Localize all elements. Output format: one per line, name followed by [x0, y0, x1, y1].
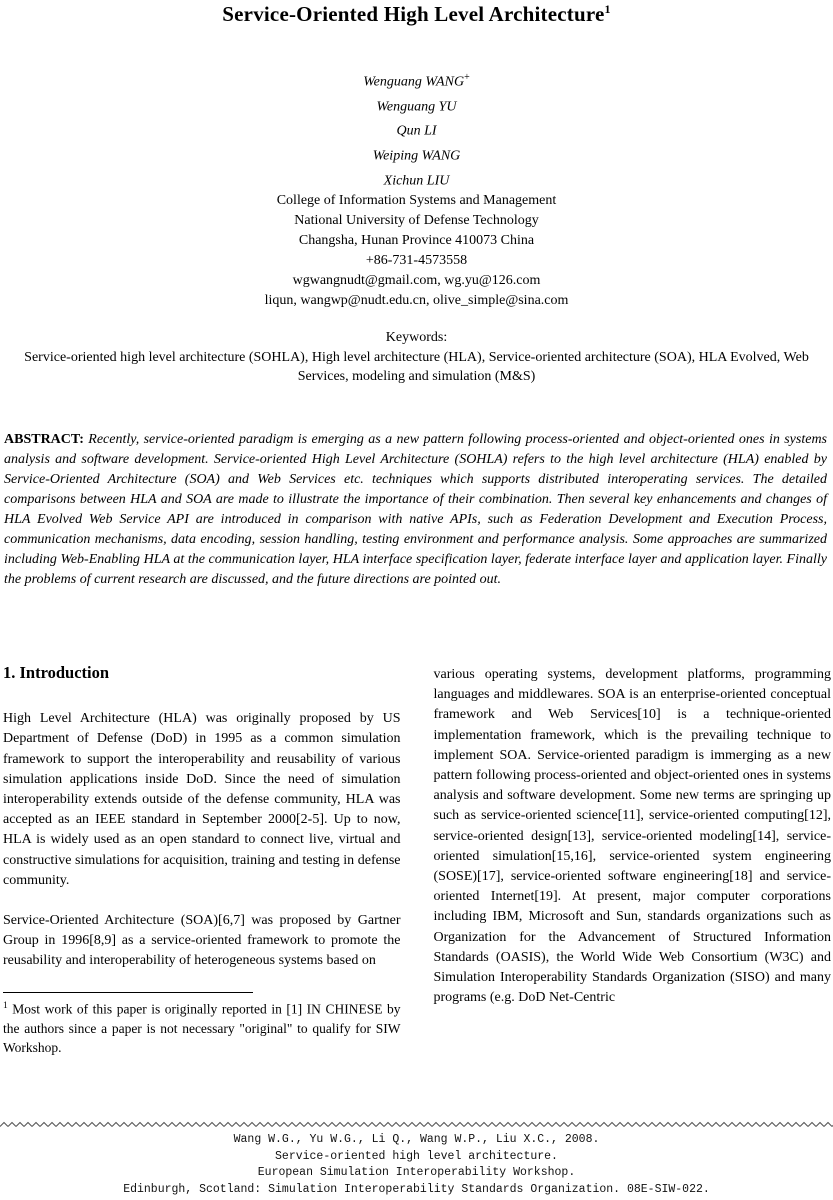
title-footnote-marker: 1	[604, 2, 611, 16]
author-line	[0, 167, 833, 192]
author-block	[0, 68, 833, 311]
abstract-text: Recently, service-oriented paradigm is emerging as a new pattern following process-oriented and object-oriented ones in systems analysis and software development. Service-oriented High Level Architecture (SOHLA) refers to the high level architecture (HLA) enabled by Service-Oriented Architecture (SOA) and Web Services etc. techniques which supports distributed interoperating services. The detailed comparisons between HLA and SOA are made to illustrate the importance of their combination. Then several key enhancements and changes of HLA Evolved Web Service API are introduced in comparison with native APIs, such as Federation Development and Execution Process, communication mechanisms, data encoding, session handling, testing environment and performance analysis. Some approaches are summarized including Web-Enabling HLA at the communication layer, HLA interface specification layer, federate interface layer and application layer. Finally the problems of current research are discussed, and the future directions are pointed out.	[4, 432, 828, 587]
author-name: Qun LI	[396, 123, 437, 139]
intro-paragraph-1: High Level Architecture (HLA) was originally proposed by US Department of Defense (DoD) in 1995 as a common simulation framework to support the interoperability and reusability of various simulation applications inside DoD. Since the need of simulation interoperability extends outside of the defense community, HLA was accepted as an IEEE standard in September 2000[2-5]. Up to now, HLA is widely used as an open standard to connect live, virtual and constructive simulations for acquisition, training and testing in defense community.	[3, 711, 401, 888]
keywords-block	[22, 328, 811, 387]
phone-line: +86-731-4573558	[365, 253, 468, 269]
author-name: Wenguang YU	[376, 99, 457, 115]
keywords-label: Keywords:	[385, 330, 448, 345]
section-heading-introduction: 1. Introduction	[3, 663, 110, 682]
paper-title-text: Service-Oriented High Level Architecture	[222, 2, 605, 26]
author-line	[0, 117, 833, 142]
author-line	[0, 142, 833, 167]
author-name: Wenguang WANG	[363, 74, 465, 90]
right-column	[434, 663, 832, 1058]
author-line	[0, 68, 833, 93]
footnote-text: Most work of this paper is originally reported in [1] IN CHINESE by the authors since a paper is not necessary "original" to qualify for SIW Workshop.	[3, 1001, 401, 1056]
email-line: wgwangnudt@gmail.com, wg.yu@126.com	[292, 273, 541, 289]
footnote-text-block	[3, 997, 401, 1058]
body-columns	[3, 663, 831, 1058]
footnote-area	[3, 992, 401, 1058]
author-name: Weiping WANG	[372, 148, 461, 164]
footnote-separator-rule	[3, 992, 253, 993]
citation-line: European Simulation Interoperability Workshop.	[257, 1166, 576, 1179]
email-line: liqun, wangwp@nudt.edu.cn, olive_simple@sina.com	[264, 293, 569, 309]
page-footer-area	[0, 1120, 833, 1198]
affiliation-line: College of Information Systems and Management	[276, 193, 557, 209]
citation-line: Wang W.G., Yu W.G., Li Q., Wang W.P., Liu X.C., 2008.	[233, 1133, 600, 1146]
affiliation-line: National University of Defense Technology	[294, 213, 539, 229]
wavy-divider	[0, 1120, 833, 1129]
affiliation-line: Changsha, Hunan Province 410073 China	[298, 233, 535, 249]
citation-footer	[0, 1132, 833, 1198]
paper-title	[0, 2, 833, 27]
keywords-text: Service-oriented high level architecture (SOHLA), High level architecture (HLA), Service-oriented architecture (SOA), HLA Evolved, Web Services, modeling and simulation (M&S)	[24, 349, 809, 384]
author-name: Xichun LIU	[383, 173, 450, 189]
author-affiliation-marker: +	[464, 72, 470, 83]
intro-paragraph-3: various operating systems, development platforms, programming languages and middlewares. SOA is an enterprise-oriented conceptual framework and Web Services[10] is a technique-oriented implementation framework, which is the prevailing technique to implement SOA. Service-oriented paradigm is immerging as a new pattern following process-oriented and object-oriented ones in systems analysis and software development. Some new terms are springing up such as service-oriented science[11], service-oriented computing[12], service-oriented design[13], service-oriented modeling[14], service-oriented simulation[15,16], service-oriented system engineering (SOSE)[17], service-oriented software engineering[18] and service-oriented Internet[19]. At present, major computer corporations including IBM, Microsoft and Sun, standards organizations such as Organization for the Advancement of Structured Information Standards (OASIS), the World Wide Web Consortium (W3C) and Simulation Interoperability Standards Organization (SISO) and many programs (e.g. DoD Net-Centric	[433, 667, 831, 1006]
author-line	[0, 93, 833, 118]
left-column	[3, 663, 401, 1058]
abstract-block	[4, 430, 827, 590]
abstract-label: ABSTRACT:	[4, 432, 84, 447]
citation-line: Service-oriented high level architecture.	[275, 1149, 558, 1163]
citation-line: Edinburgh, Scotland: Simulation Interoperability Standards Organization. 08E-SIW-022.	[123, 1182, 710, 1196]
intro-paragraph-2: Service-Oriented Architecture (SOA)[6,7] was proposed by Gartner Group in 1996[8,9] as a service-oriented framework to promote the reusability and interoperability of heterogeneous systems based on	[3, 913, 401, 969]
footnote-marker: 1	[3, 1000, 8, 1011]
